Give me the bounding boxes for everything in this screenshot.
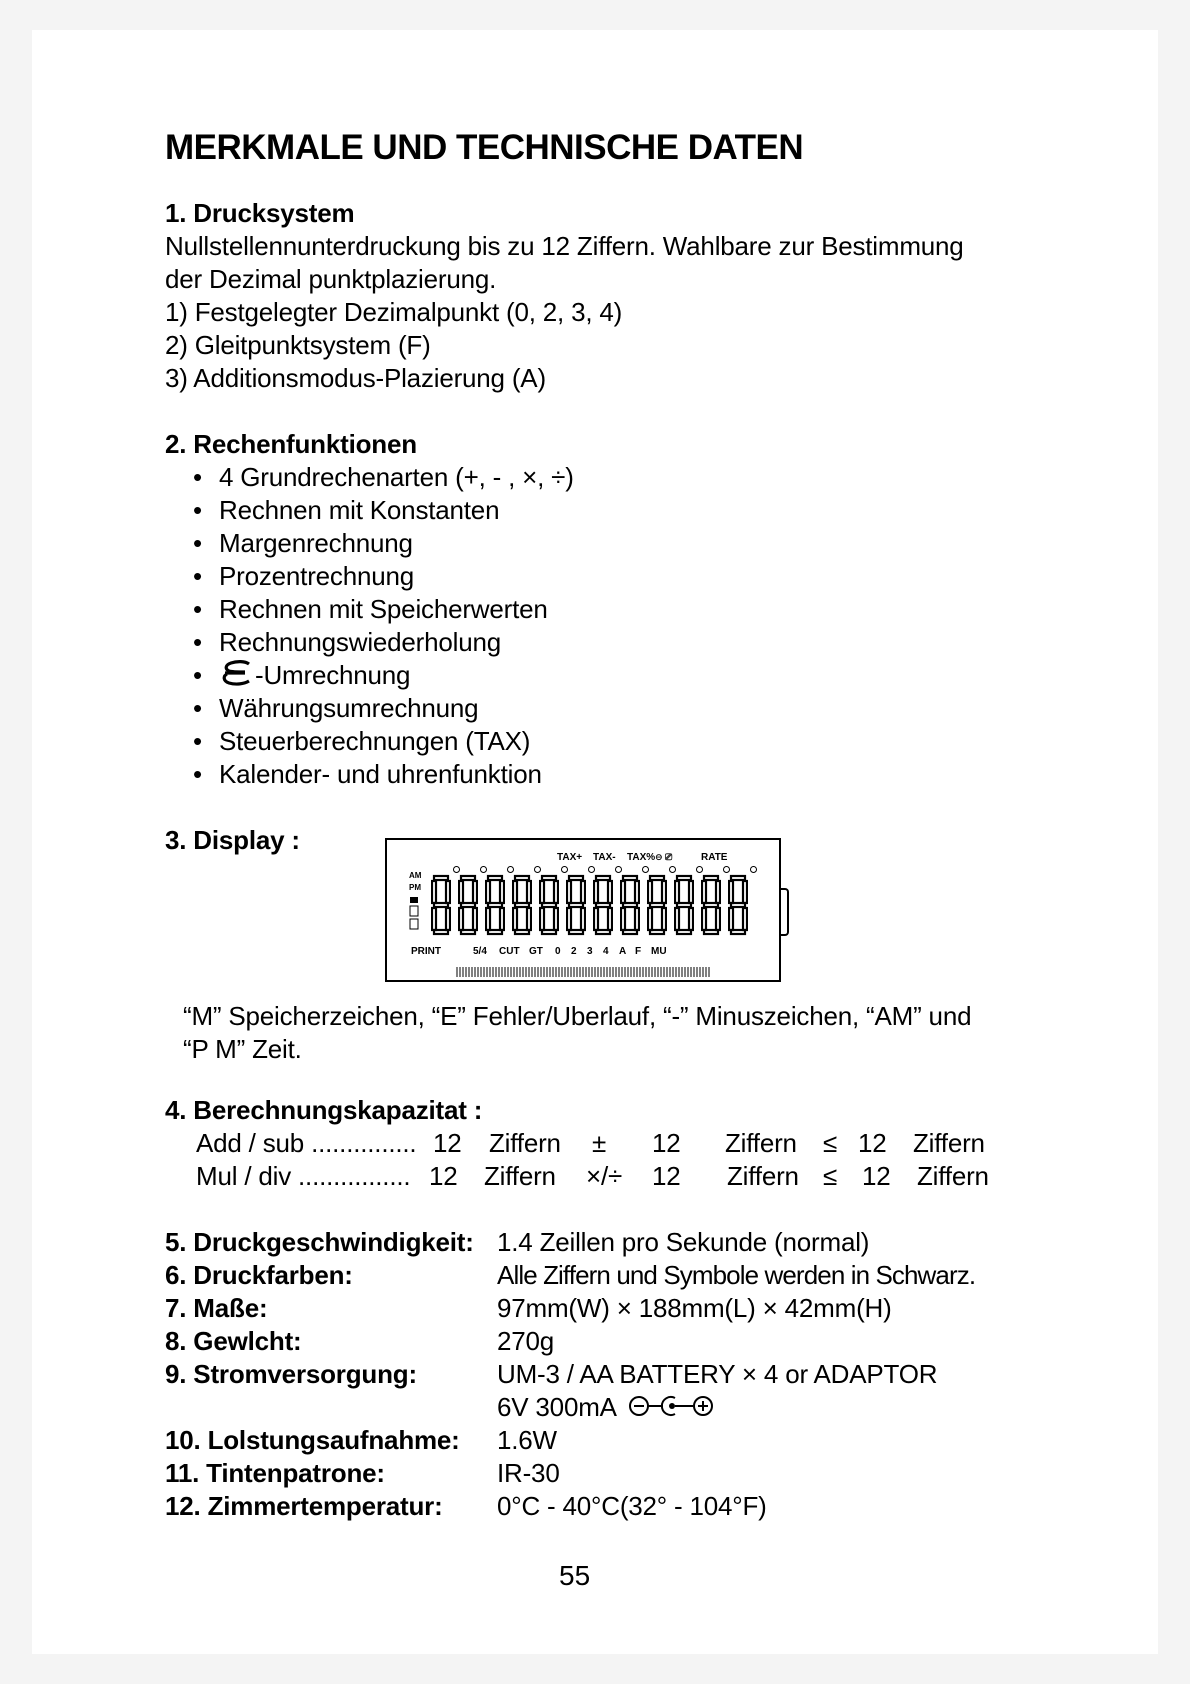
- lcd-label: PRINT: [411, 946, 441, 957]
- lcd-decimal-point: [453, 866, 460, 873]
- lcd-label: MU: [651, 946, 667, 957]
- lcd-digit: [431, 874, 451, 936]
- list-item-text: Prozentrechnung: [219, 561, 415, 591]
- spec-value: 0°C - 40°C(32° - 104°F): [497, 1491, 767, 1521]
- spec-value-text: 6V 300mA: [497, 1392, 617, 1422]
- adapter-polarity-icon: [627, 1392, 723, 1426]
- spec-value: 270g: [497, 1326, 555, 1356]
- capacity-value: 12: [652, 1128, 681, 1158]
- section-2-heading: 2. Rechenfunktionen: [165, 429, 417, 459]
- lcd-label: 5/4: [473, 946, 487, 957]
- lcd-side-tab: [781, 888, 789, 936]
- spec-value: 1.6W: [497, 1425, 557, 1455]
- lcd-label: A: [619, 946, 627, 957]
- spec-label: 7. Maße:: [165, 1293, 268, 1323]
- capacity-value: 12: [433, 1128, 462, 1158]
- list-item: • Kalender- und uhrenfunktion: [193, 759, 542, 789]
- spec-label: 9. Stromversorgung:: [165, 1359, 417, 1389]
- euro-currency-icon: [219, 660, 255, 694]
- lcd-label: TAX-: [593, 852, 616, 863]
- lcd-label: PM: [409, 883, 421, 892]
- list-item: • Währungsumrechnung: [193, 693, 479, 723]
- list-item: • Rechnen mit Speicherwerten: [193, 594, 548, 624]
- capacity-compare: ≤: [823, 1128, 838, 1158]
- lcd-digit: [458, 874, 478, 936]
- lcd-digit: [647, 874, 667, 936]
- capacity-unit: Ziffern: [489, 1128, 561, 1158]
- lcd-label: CUT: [499, 946, 520, 957]
- lcd-symbol-icon: ⊖ ⎚: [655, 852, 673, 862]
- spec-value: UM-3 / AA BATTERY × 4 or ADAPTOR: [497, 1359, 938, 1389]
- lcd-decimal-point: [480, 866, 487, 873]
- list-item-text: -Umrechnung: [255, 660, 411, 690]
- list-item-text: Rechnen mit Speicherwerten: [219, 594, 548, 624]
- lcd-digit: [674, 874, 694, 936]
- lcd-decimal-point: [615, 866, 622, 873]
- lcd-display-diagram: [385, 838, 781, 982]
- capacity-unit: Ziffern: [727, 1161, 799, 1191]
- lcd-label: RATE: [701, 852, 728, 863]
- section-1-item: 3) Additionsmodus-Plazierung (A): [165, 363, 546, 393]
- lcd-label: 0: [555, 946, 561, 957]
- lcd-decimal-point: [561, 866, 568, 873]
- capacity-operator: ±: [592, 1128, 607, 1158]
- spec-value: 1.4 Zeillen pro Sekunde (normal): [497, 1227, 870, 1257]
- spec-label: 5. Druckgeschwindigkeit:: [165, 1227, 474, 1257]
- lcd-label: 4: [603, 946, 609, 957]
- capacity-label: Mul / div ................: [196, 1161, 411, 1191]
- lcd-label: 2: [571, 946, 577, 957]
- section-3-heading: 3. Display :: [165, 825, 300, 855]
- spec-value: IR-30: [497, 1458, 560, 1488]
- list-item: • Prozentrechnung: [193, 561, 415, 591]
- lcd-decimal-point: [669, 866, 676, 873]
- capacity-value: 12: [652, 1161, 681, 1191]
- lcd-label: GT: [529, 946, 543, 957]
- list-item: • Steuerberechnungen (TAX): [193, 726, 531, 756]
- spec-label: 6. Druckfarben:: [165, 1260, 353, 1290]
- list-item: • Rechnungswiederholung: [193, 627, 502, 657]
- section-4-heading: 4. Berechnungskapazitat :: [165, 1095, 483, 1125]
- lcd-digit: [512, 874, 532, 936]
- spec-label: 10. Lolstungsaufnahme:: [165, 1425, 460, 1455]
- section-1-line-2: der Dezimal punktplazierung.: [165, 264, 497, 294]
- list-item-text: Rechnungswiederholung: [219, 627, 502, 657]
- capacity-unit: Ziffern: [913, 1128, 985, 1158]
- section-1-heading: 1. Drucksystem: [165, 198, 355, 228]
- list-item-text: Kalender- und uhrenfunktion: [219, 759, 542, 789]
- list-item: • -Umrechnung: [193, 659, 410, 694]
- lcd-decimal-point: [507, 866, 514, 873]
- list-item-text: 4 Grundrechenarten (+, - , ×, ÷): [219, 462, 574, 492]
- page-title: MERKMALE UND TECHNISCHE DATEN: [165, 128, 804, 167]
- lcd-label: TAX+: [557, 852, 583, 863]
- lcd-decimal-point: [723, 866, 730, 873]
- lcd-digit: [620, 874, 640, 936]
- lcd-decimal-point: [642, 866, 649, 873]
- lcd-decimal-point: [534, 866, 541, 873]
- spec-value: Alle Ziffern und Symbole werden in Schwarz.: [497, 1260, 976, 1290]
- lcd-tick-strip: [455, 964, 711, 974]
- lcd-digit: [593, 874, 613, 936]
- spec-label: 12. Zimmertemperatur:: [165, 1491, 443, 1521]
- lcd-decimal-point: [696, 866, 703, 873]
- lcd-decimal-point: [588, 866, 595, 873]
- lcd-digit: [728, 874, 748, 936]
- capacity-value: 12: [429, 1161, 458, 1191]
- spec-label: 8. Gewlcht:: [165, 1326, 302, 1356]
- spec-value: 97mm(W) × 188mm(L) × 42mm(H): [497, 1293, 892, 1323]
- lcd-digit: [485, 874, 505, 936]
- section-1-line-1: Nullstellennunterdruckung bis zu 12 Ziffern. Wahlbare zur Bestimmung: [165, 231, 964, 261]
- spec-value: [497, 1391, 723, 1426]
- list-item: • Margenrechnung: [193, 528, 413, 558]
- lcd-label: TAX%: [627, 852, 656, 863]
- list-item-text: Rechnen mit Konstanten: [219, 495, 500, 525]
- capacity-value: 12: [862, 1161, 891, 1191]
- list-item: • 4 Grundrechenarten (+, - , ×, ÷): [193, 462, 574, 492]
- display-note-line-2: “P M” Zeit.: [183, 1034, 302, 1064]
- lcd-label: AM: [409, 871, 422, 880]
- lcd-decimal-point: [750, 866, 757, 873]
- capacity-compare: ≤: [823, 1161, 838, 1191]
- lcd-label: 3: [587, 946, 593, 957]
- lcd-label: F: [635, 946, 642, 957]
- spec-label: 11. Tintenpatrone:: [165, 1458, 385, 1488]
- list-item-text: Steuerberechnungen (TAX): [219, 726, 531, 756]
- lcd-digit: [701, 874, 721, 936]
- section-1-item: 1) Festgelegter Dezimalpunkt (0, 2, 3, 4): [165, 297, 623, 327]
- capacity-unit: Ziffern: [917, 1161, 989, 1191]
- list-item-text: Währungsumrechnung: [219, 693, 479, 723]
- page-number: 55: [559, 1560, 591, 1591]
- lcd-digit: [566, 874, 586, 936]
- section-1-item: 2) Gleitpunktsystem (F): [165, 330, 431, 360]
- capacity-value: 12: [858, 1128, 887, 1158]
- display-note-line-1: “M” Speicherzeichen, “E” Fehler/Uberlauf, “-” Minuszeichen, “AM” und: [183, 1001, 972, 1031]
- capacity-unit: Ziffern: [725, 1128, 797, 1158]
- lcd-digit: [539, 874, 559, 936]
- list-item: • Rechnen mit Konstanten: [193, 495, 500, 525]
- capacity-label: Add / sub ...............: [196, 1128, 417, 1158]
- capacity-unit: Ziffern: [484, 1161, 556, 1191]
- capacity-operator: ×/÷: [586, 1161, 623, 1191]
- list-item-text: Margenrechnung: [219, 528, 413, 558]
- lcd-indicator-icon: [409, 896, 419, 930]
